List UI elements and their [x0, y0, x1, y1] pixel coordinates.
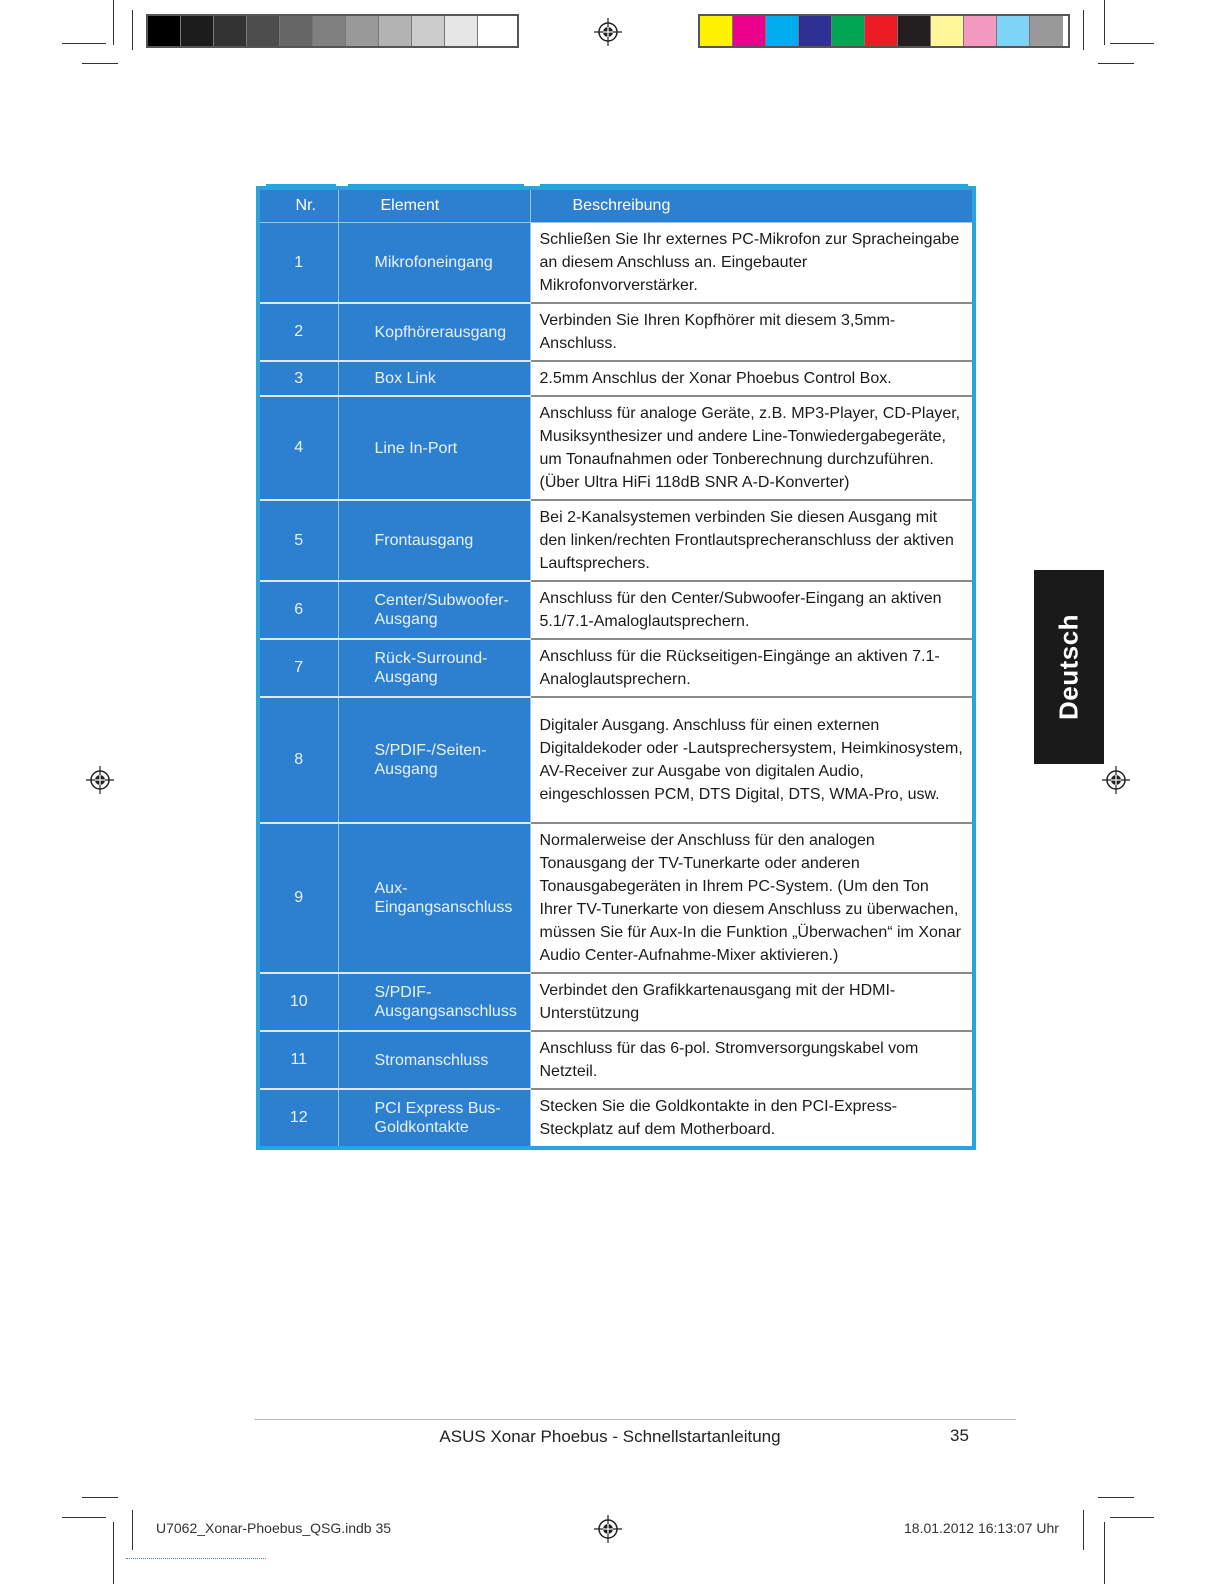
- table-row: [260, 303, 972, 361]
- row-element: S/PDIF-Ausgangsanschluss: [338, 973, 530, 1031]
- row-description: Verbinden Sie Ihren Kopfhörer mit diesem 3,5mm-Anschluss.: [530, 303, 972, 361]
- crop-mark: [113, 0, 114, 45]
- color-swatch: [181, 16, 214, 46]
- connector-table: [256, 186, 976, 1150]
- row-description: Normalerweise der Anschluss für den analogen Tonausgang der TV-Tunerkarte oder anderen Tonausgabegeräten in Ihrem PC-System. (Um den Ton Ihrer TV-Tunerkarte von diesem Anschluss zu überwachen, müssen Sie für Aux-In die Funktion „Überwachen“ im Xonar Audio Center-Aufnahme-Mixer aktivieren.): [530, 823, 972, 973]
- crop-mark: [82, 63, 118, 64]
- language-tab: [1034, 570, 1104, 764]
- slug-datetime: 18.01.2012 16:13:07 Uhr: [904, 1520, 1059, 1536]
- crop-mark: [132, 1510, 133, 1550]
- crop-mark: [62, 43, 106, 44]
- row-number: 9: [260, 823, 338, 973]
- table-row: [260, 361, 972, 396]
- row-description: 2.5mm Anschlus der Xonar Phoebus Control Box.: [530, 361, 972, 396]
- header-element: Element: [338, 190, 530, 223]
- color-swatch: [148, 16, 181, 46]
- row-description: Anschluss für analoge Geräte, z.B. MP3-Player, CD-Player, Musiksynthesizer und andere Line-Tonwiedergabegeräte, um Tonaufnahmen oder Tonberechnung durchzuführen. (Über Ultra HiFi 118dB SNR A-D-Konverter): [530, 396, 972, 500]
- header-nr: Nr.: [260, 190, 338, 223]
- row-element: Center/Subwoofer-Ausgang: [338, 581, 530, 639]
- row-element: Rück-Surround-Ausgang: [338, 639, 530, 697]
- bleed-line: [126, 1558, 266, 1559]
- row-element: Stromanschluss: [338, 1031, 530, 1089]
- color-swatch: [247, 16, 280, 46]
- color-bar: [698, 14, 1070, 48]
- color-swatch: [379, 16, 412, 46]
- language-tab-label: Deutsch: [1053, 613, 1084, 721]
- table-row: [260, 396, 972, 500]
- crop-mark: [1104, 1522, 1105, 1584]
- color-swatch: [214, 16, 247, 46]
- row-description: Stecken Sie die Goldkontakte in den PCI-Express-Steckplatz auf dem Motherboard.: [530, 1089, 972, 1146]
- registration-mark-icon: [594, 18, 622, 46]
- color-swatch: [1030, 16, 1063, 46]
- table-row: [260, 1089, 972, 1146]
- crop-mark: [1104, 0, 1105, 45]
- row-number: 2: [260, 303, 338, 361]
- row-number: 5: [260, 500, 338, 581]
- table-header-row: [260, 190, 972, 223]
- color-swatch: [280, 16, 313, 46]
- table-row: [260, 639, 972, 697]
- row-number: 11: [260, 1031, 338, 1089]
- row-description: Anschluss für den Center/Subwoofer-Eingang an aktiven 5.1/7.1-Amaloglautsprechern.: [530, 581, 972, 639]
- slug-file: U7062_Xonar-Phoebus_QSG.indb 35: [156, 1520, 392, 1536]
- row-number: 12: [260, 1089, 338, 1146]
- crop-mark: [1098, 63, 1134, 64]
- footer-title: ASUS Xonar Phoebus - Schnellstartanleitung: [439, 1427, 781, 1446]
- crop-mark: [1110, 1517, 1154, 1518]
- row-element: PCI Express Bus-Goldkontakte: [338, 1089, 530, 1146]
- row-element: Kopfhörerausgang: [338, 303, 530, 361]
- row-number: 6: [260, 581, 338, 639]
- row-number: 8: [260, 697, 338, 823]
- row-description: Verbindet den Grafikkartenausgang mit der HDMI-Unterstützung: [530, 973, 972, 1031]
- color-swatch: [346, 16, 379, 46]
- table-header-rule: [266, 184, 336, 187]
- color-swatch: [964, 16, 997, 46]
- page-number: 35: [950, 1426, 969, 1445]
- row-element: Box Link: [338, 361, 530, 396]
- crop-mark: [1098, 1497, 1134, 1498]
- color-swatch: [832, 16, 865, 46]
- color-swatch: [766, 16, 799, 46]
- table-row: [260, 973, 972, 1031]
- row-description: Schließen Sie Ihr externes PC-Mikrofon zur Spracheingabe an diesem Anschluss an. Eingebauter Mikrofonvorverstärker.: [530, 223, 972, 304]
- crop-mark: [62, 1517, 106, 1518]
- row-element: Mikrofoneingang: [338, 223, 530, 304]
- footer-rule: [254, 1419, 1016, 1420]
- row-element: S/PDIF-/Seiten-Ausgang: [338, 697, 530, 823]
- table-row: [260, 1031, 972, 1089]
- table-row: [260, 823, 972, 973]
- crop-mark: [1083, 1510, 1084, 1550]
- table-row: [260, 223, 972, 304]
- registration-mark-icon: [86, 766, 114, 794]
- crop-mark: [1110, 43, 1154, 44]
- row-description: Anschluss für die Rückseitigen-Eingänge an aktiven 7.1-Analoglautsprechern.: [530, 639, 972, 697]
- table-row: [260, 697, 972, 823]
- row-element: Line In-Port: [338, 396, 530, 500]
- color-swatch: [898, 16, 931, 46]
- color-swatch: [478, 16, 511, 46]
- registration-mark-icon: [1102, 766, 1130, 794]
- row-element: Frontausgang: [338, 500, 530, 581]
- color-swatch: [445, 16, 478, 46]
- registration-mark-icon: [594, 1515, 622, 1543]
- table: [260, 190, 972, 1146]
- table-header-rule: [540, 184, 968, 187]
- row-number: 1: [260, 223, 338, 304]
- crop-mark: [82, 1497, 118, 1498]
- color-swatch: [700, 16, 733, 46]
- color-swatch: [412, 16, 445, 46]
- row-description: Bei 2-Kanalsystemen verbinden Sie diesen Ausgang mit den linken/rechten Frontlautsprecheranschluss der aktiven Lauftsprechers.: [530, 500, 972, 581]
- crop-mark: [113, 1522, 114, 1584]
- row-number: 3: [260, 361, 338, 396]
- table-header-rule: [348, 184, 524, 187]
- color-swatch: [931, 16, 964, 46]
- row-number: 4: [260, 396, 338, 500]
- color-swatch: [997, 16, 1030, 46]
- grayscale-bar: [146, 14, 519, 48]
- color-swatch: [313, 16, 346, 46]
- color-swatch: [799, 16, 832, 46]
- crop-mark: [1083, 10, 1084, 50]
- header-description: Beschreibung: [530, 190, 972, 223]
- row-description: Anschluss für das 6-pol. Stromversorgungskabel vom Netzteil.: [530, 1031, 972, 1089]
- row-description: Digitaler Ausgang. Anschluss für einen externen Digitaldekoder oder -Lautsprechersystem, Heimkinosystem, AV-Receiver zur Ausgabe von digitalen Audio, eingeschlossen PCM, DTS Digital, DTS, WMA-Pro, usw.: [530, 697, 972, 823]
- row-number: 7: [260, 639, 338, 697]
- row-number: 10: [260, 973, 338, 1031]
- table-row: [260, 500, 972, 581]
- color-swatch: [865, 16, 898, 46]
- row-element: Aux-Eingangsanschluss: [338, 823, 530, 973]
- table-row: [260, 581, 972, 639]
- color-swatch: [733, 16, 766, 46]
- crop-mark: [132, 10, 133, 50]
